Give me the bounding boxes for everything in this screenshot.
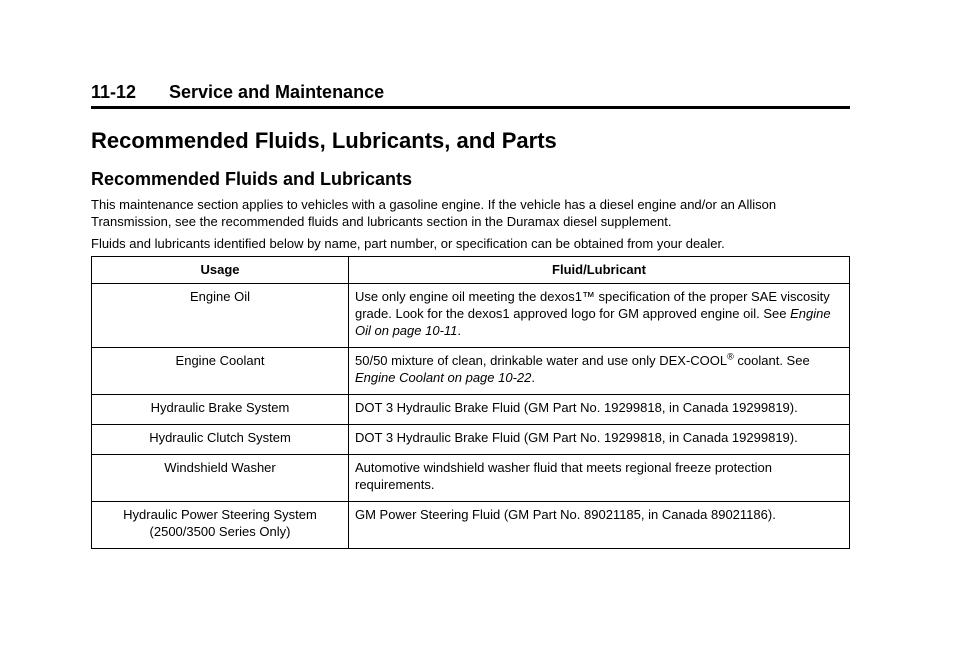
usage-cell: Engine Coolant — [92, 348, 349, 395]
usage-cell: Windshield Washer — [92, 455, 349, 502]
column-header-fluid: Fluid/Lubricant — [349, 257, 850, 284]
fluid-tail: . — [457, 323, 462, 338]
usage-cell: Engine Oil — [92, 284, 349, 348]
usage-cell: Hydraulic Brake System — [92, 395, 349, 425]
page-title: Recommended Fluids, Lubricants, and Parts — [91, 128, 557, 153]
fluid-tail: . — [531, 370, 535, 385]
page-reference-link[interactable]: Engine Oil on page 10-11 — [355, 306, 831, 338]
intro-paragraph: This maintenance section applies to vehicles with a gasoline engine. If the vehicle has a diesel engine and/or an Allison Transmission, see the recommended fluids and lubricants section in the Duramax diesel supplement. — [91, 197, 777, 229]
fluid-text: 50/50 mixture of clean, drinkable water and use only DEX-COOL — [355, 353, 728, 368]
table-row — [92, 502, 850, 549]
fluid-cell: DOT 3 Hydraulic Brake Fluid (GM Part No. 19299818, in Canada 19299819). — [349, 425, 850, 455]
table-row — [92, 284, 850, 348]
registered-mark: ® — [727, 351, 734, 362]
fluids-table — [91, 256, 850, 549]
fluid-cell — [349, 348, 850, 395]
fluid-text: Use only engine oil meeting the dexos1™ specification of the proper SAE viscosity grade. Look for the dexos1 approved logo for GM approved engine oil. See — [355, 289, 830, 321]
fluid-cell: DOT 3 Hydraulic Brake Fluid (GM Part No. 19299818, in Canada 19299819). — [349, 395, 850, 425]
table-row — [92, 455, 850, 502]
fluid-text-after: coolant. See — [733, 353, 810, 368]
column-header-usage: Usage — [92, 257, 349, 284]
table-row — [92, 348, 850, 395]
usage-cell: Hydraulic Power Steering System (2500/3500 Series Only) — [92, 502, 349, 549]
fluid-cell: Automotive windshield washer fluid that meets regional freeze protection requirements. — [349, 455, 850, 502]
fluid-cell: GM Power Steering Fluid (GM Part No. 89021185, in Canada 89021186). — [349, 502, 850, 549]
table-header-row — [92, 257, 850, 284]
page-number: 11-12 — [91, 82, 137, 102]
fluid-cell — [349, 284, 850, 348]
table-row — [92, 425, 850, 455]
dealer-paragraph: Fluids and lubricants identified below by name, part number, or specification can be obtained from your dealer. — [91, 236, 725, 251]
page-reference-link[interactable]: Engine Coolant on page 10-22 — [355, 370, 532, 385]
page-header — [91, 82, 850, 109]
section-title: Service and Maintenance — [169, 82, 385, 102]
table-row — [92, 395, 850, 425]
subsection-title: Recommended Fluids and Lubricants — [91, 169, 413, 189]
usage-cell: Hydraulic Clutch System — [92, 425, 349, 455]
